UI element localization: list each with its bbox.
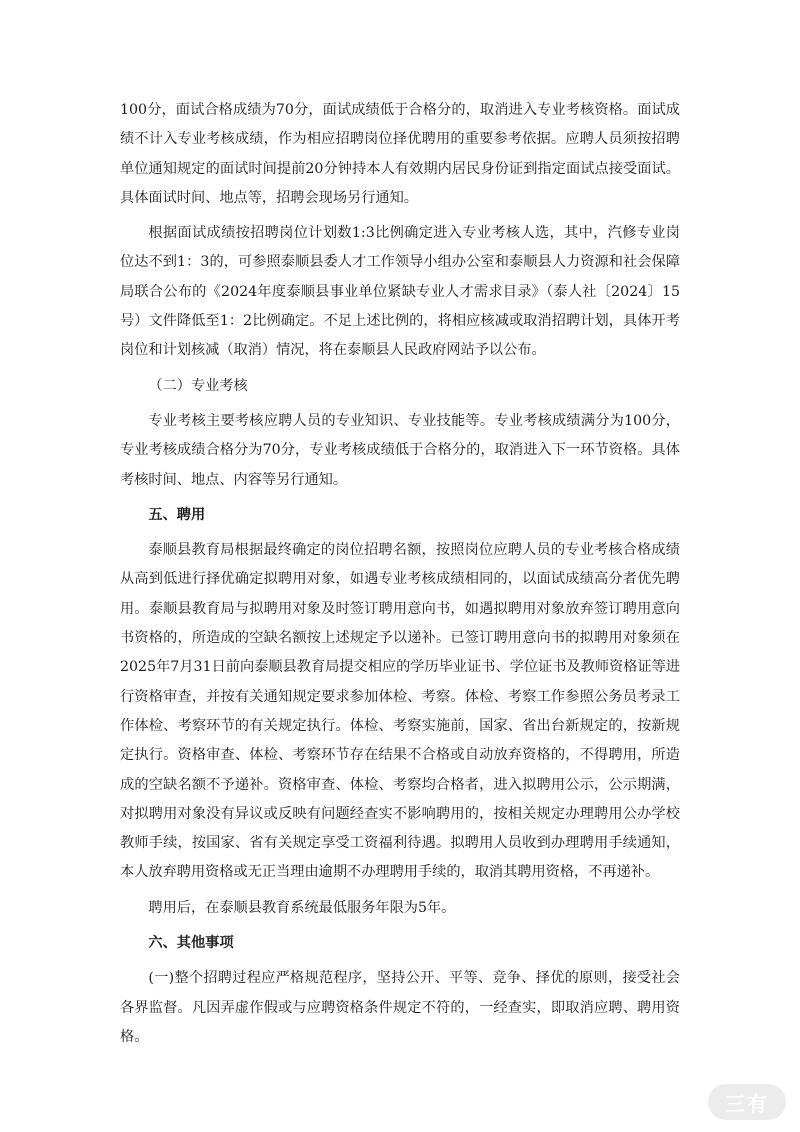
subheading-professional-assessment: （二）专业考核 (148, 377, 248, 394)
paragraph-ratio: 根据面试成绩按招聘岗位计划数1:3比例确定进入专业考核人选，其中，汽修专业岗位达不到1：3的，可参照泰顺县委人才工作领导小组办公室和泰顺县人力资源和社会保障局联合公布的《2024年度泰顺县事业单位紧缺专业人才需求目录》（泰人社〔2024〕15号）文件降低至1：2比例确定。不足上述比例的，将相应核减或取消招聘计划，具体开考岗位和计划核减（取消）情况，将在泰顺县人民政府网站予以公布。 (120, 225, 680, 359)
paragraph-professional-assessment: 专业考核主要考核应聘人员的专业知识、专业技能等。专业考核成绩满分为100分，专业考核成绩合格分为70分，专业考核成绩低于合格分的，取消进入下一环节资格。具体考核时间、地点、内容等另行通知。 (120, 412, 680, 488)
document-body (120, 96, 680, 1052)
watermark-logo: 三有 (708, 1084, 786, 1120)
paragraph-other-matters-1: (一)整个招聘过程应严格规范程序，坚持公开、平等、竞争、择优的原则，接受社会各界监督。凡因弄虚作假或与应聘资格条件规定不符的，一经查实，即取消应聘、聘用资格。 (120, 970, 680, 1045)
paragraph-interview-score: 100分，面试合格成绩为70分，面试成绩低于合格分的，取消进入专业考核资格。面试成绩不计入专业考核成绩，作为相应招聘岗位择优聘用的重要参考依据。应聘人员须按招聘单位通知规定的面试时间提前20分钟持本人有效期内居民身份证到指定面试点接受面试。具体面试时间、地点等，招聘会现场另行通知。 (120, 102, 680, 206)
paragraph-employment: 泰顺县教育局根据最终确定的岗位招聘名额，按照岗位应聘人员的专业考核合格成绩从高到低进行择优确定拟聘用对象，如遇专业考核成绩相同的，以面试成绩高分者优先聘用。泰顺县教育局与拟聘用对象及时签订聘用意向书，如遇拟聘用对象放弃签订聘用意向书资格的，所造成的空缺名额按上述规定予以递补。已签订聘用意向书的拟聘用对象须在2025年7月31日前向泰顺县教育局提交相应的学历毕业证书、学位证书及教师资格证等进行资格审查，并按有关通知规定要求参加体检、考察。体检、考察工作参照公务员考录工作体检、考察环节的有关规定执行。体检、考察实施前，国家、省出台新规定的，按新规定执行。资格审查、体检、考察环节存在结果不合格或自动放弃资格的，不得聘用，所造成的空缺名额不予递补。资格审查、体检、考察均合格者，进入拟聘用公示，公示期满，对拟聘用对象没有异议或反映有问题经查实不影响聘用的，按相关规定办理聘用公办学校教师手续，按国家、省有关规定享受工资福利待遇。拟聘用人员收到办理聘用手续通知，本人放弃聘用资格或无正当理由逾期不办理聘用手续的，取消其聘用资格，不再递补。 (120, 542, 680, 881)
section-heading-other-matters: 六、其他事项 (148, 935, 234, 952)
section-heading-employment: 五、聘用 (148, 506, 206, 523)
paragraph-service-years: 聘用后，在泰顺县教育系统最低服务年限为5年。 (148, 899, 456, 916)
